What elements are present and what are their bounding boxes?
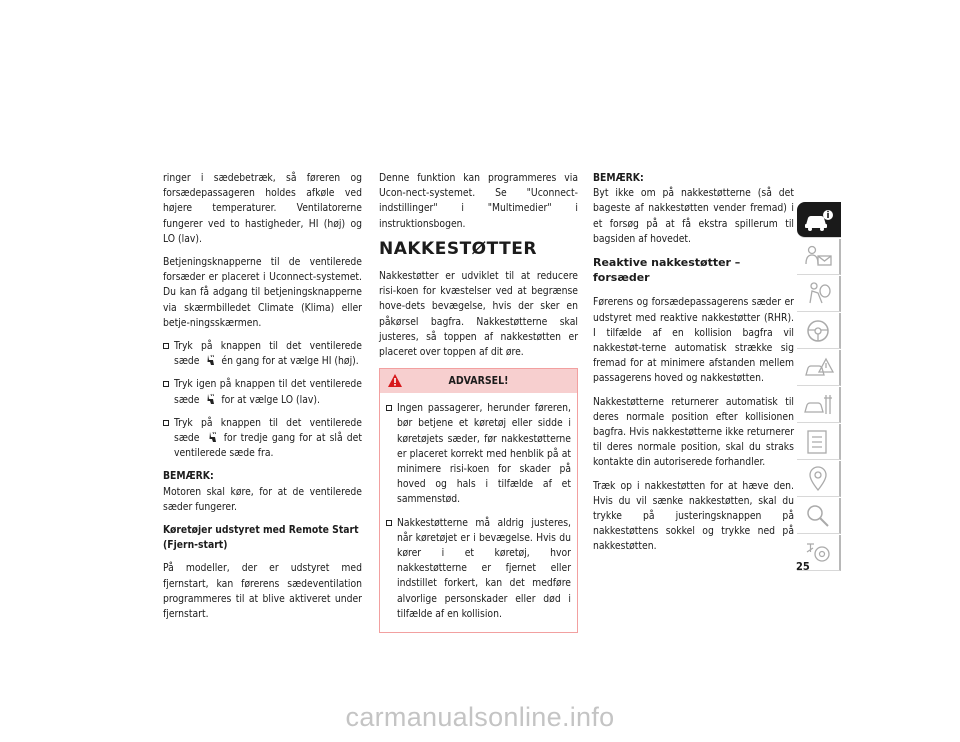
bullet-item: Tryk igen på knappen til det ventilerede sæde for at vælge LO (lav). xyxy=(163,377,362,407)
watermark: carmanualsonline.info xyxy=(345,702,615,732)
warning-item: Nakkestøtterne må aldrig justeres, når køretøjet er i bevægelse. Hvis du kører i et køretøj, hvor nakkestøtterne er fjernet eller indstillet forkert, kan det medføre alvorlige personskader eller død i tilfælde af en kollision. xyxy=(386,516,571,622)
tab-mail-person[interactable] xyxy=(797,239,841,275)
checklist-icon xyxy=(804,429,834,455)
paragraph: Nakkestøtterne returnerer automatisk til deres normale position efter kollisionen bagfra. Hvis nakkestøtterne ikke returnerer til deres normale position, skal du straks kontakte din autoriserede forhandler. xyxy=(593,395,794,469)
mail-person-icon xyxy=(804,244,834,270)
subsection-heading: Reaktive nakkestøtter – forsæder xyxy=(593,256,741,285)
tab-steering[interactable] xyxy=(797,313,841,349)
page-number: 25 xyxy=(796,560,810,573)
paragraph: Førerens og forsædepassagerens sæder er udstyret med reaktive nakkestøtter (RHR). I tilfælde af en kollision bagfra vil nakkestøt-terne automatisk strække sig fremad for at minimere afstanden mellem passagerens hoved og nakkestøtten. xyxy=(593,296,794,385)
warning-triangle-icon xyxy=(387,373,403,388)
car-tools-icon xyxy=(804,392,834,418)
bullet-item: Tryk på knappen til det ventilerede sæde for tredje gang for at slå det ventilerede sæde fra. xyxy=(163,416,362,462)
warning-car-icon xyxy=(804,355,834,381)
paragraph: På modeller, der er udstyret med fjernstart, kan førerens sædeventilation programmeres til at blive aktiveret under fjernstart. xyxy=(163,562,362,621)
warning-item: Ingen passagerer, herunder føreren, bør betjene et køretøj eller sidde i køretøjets sæder, før nakkestøtterne er placeret korrekt med henblik på at minimere risi-koen for skader på hoved og hals i tilfælde af et sammenstød. xyxy=(386,401,571,507)
paragraph: Denne funktion kan programmeres via Ucon-nect-systemet. Se "Uconnect-indstillinger" i "Multimedier" i instruktionsbogen. xyxy=(379,172,578,230)
note-title: BEMÆRK: xyxy=(163,470,214,483)
column-left xyxy=(163,171,362,630)
magnifier-icon xyxy=(804,503,834,529)
warning-title: ADVARSEL! xyxy=(448,375,509,388)
tab-airbag[interactable] xyxy=(797,276,841,312)
car-info-icon xyxy=(804,207,834,233)
bullet-item: Tryk på knappen til det ventilerede sæde én gang for at vælge HI (høj). xyxy=(163,339,362,369)
tab-car-info[interactable] xyxy=(797,202,841,238)
bullet-box-icon xyxy=(386,520,392,526)
steering-wheel-icon xyxy=(804,318,834,344)
section-heading: NAKKESTØTTER xyxy=(379,238,537,259)
note-text: Motoren skal køre, for at de ventilerede sæder fungerer. xyxy=(163,485,362,513)
paragraph: Nakkestøtter er udviklet til at reducere risi-koen for kvæstelser ved at begrænse hove-dets bevægelse, hvis der sker en påkørsel bagfra. Nakkestøtterne skal justeres, så toppen af nakkestøtten er placeret over toppen af dit øre. xyxy=(379,270,578,359)
warning-header xyxy=(380,369,577,393)
ventilated-seat-icon xyxy=(207,431,217,443)
tab-checklist[interactable] xyxy=(797,424,841,460)
column-right xyxy=(593,171,794,563)
paragraph: Betjeningsknapperne til de ventilerede forsæder er placeret i Uconnect-systemet. Du kan få adgang til betjeningsknapperne via skærmbilledet Climate (Klima) eller betje-ningsskærmen. xyxy=(163,256,362,329)
bullet-box-icon xyxy=(163,420,169,426)
subheading: Køretøjer udstyret med Remote Start (Fjern-start) xyxy=(163,524,359,552)
tab-road-pin[interactable] xyxy=(797,461,841,497)
bullet-box-icon xyxy=(386,405,392,411)
tab-search[interactable] xyxy=(797,498,841,534)
tab-car-tools[interactable] xyxy=(797,387,841,423)
paragraph: Træk op i nakkestøtten for at hæve den. Hvis du vil sænke nakkestøtten, skal du trykke på justeringsknappen på nakkestøttens sokkel og trykke ned på nakkestøtten. xyxy=(593,479,794,553)
paragraph: ringer i sædebetræk, så føreren og forsædepassageren holdes afkøle ved højere temperaturer. Ventilatorerne fungerer ved to hastigheder, HI (høj) og LO (lav). xyxy=(163,172,362,245)
column-middle xyxy=(379,171,578,633)
ventilated-seat-icon xyxy=(205,393,215,405)
bullet-box-icon xyxy=(163,381,169,387)
ventilated-seat-icon xyxy=(205,354,215,366)
tab-warning-car[interactable] xyxy=(797,350,841,386)
note-title: BEMÆRK: xyxy=(593,172,644,184)
bullet-box-icon xyxy=(163,343,169,349)
road-pin-icon xyxy=(804,466,834,492)
note-text: Byt ikke om på nakkestøtterne (så det bageste af nakkestøtten vender fremad) i et forsøg på at få ekstra spillerum til bagsiden af hovedet. xyxy=(593,187,794,245)
airbag-person-icon xyxy=(804,281,834,307)
warning-box xyxy=(379,368,578,633)
